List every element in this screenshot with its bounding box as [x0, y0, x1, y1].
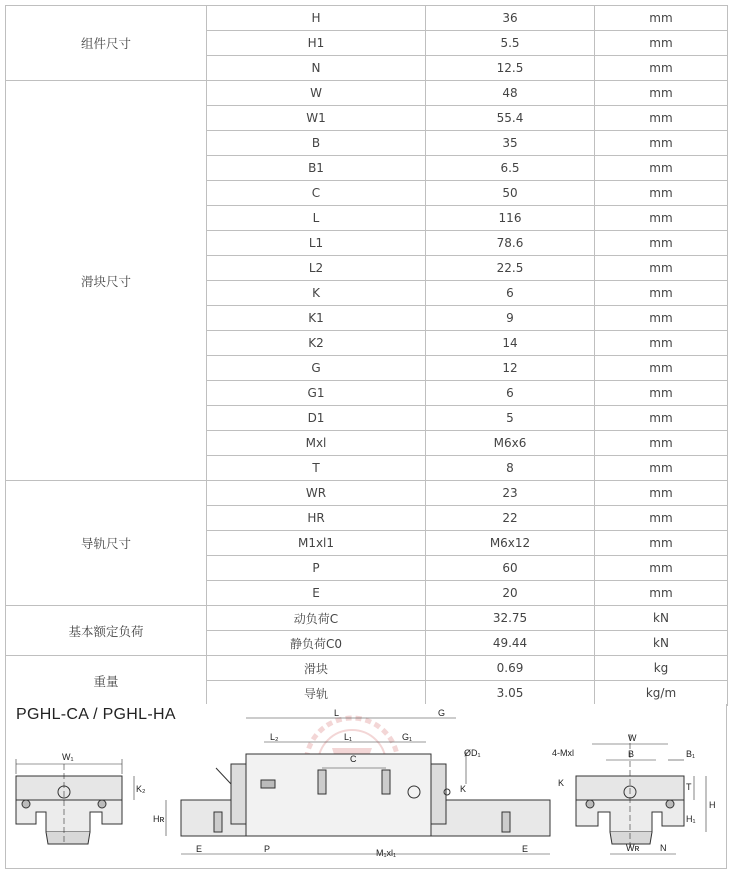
unit-cell: kN	[595, 631, 728, 656]
group-name-cell: 组件尺寸	[6, 6, 207, 81]
side-view	[166, 718, 550, 854]
value-cell: 6	[426, 281, 595, 306]
value-cell: 14	[426, 331, 595, 356]
value-cell: 50	[426, 181, 595, 206]
dim-n: N	[660, 843, 667, 853]
dim-hr: Hʀ	[153, 814, 165, 824]
value-cell: 48	[426, 81, 595, 106]
param-cell: K1	[207, 306, 426, 331]
param-cell: T	[207, 456, 426, 481]
dim-e-right: E	[522, 844, 529, 854]
param-cell: K	[207, 281, 426, 306]
param-cell: B1	[207, 156, 426, 181]
value-cell: 5	[426, 406, 595, 431]
left-end-view	[16, 759, 134, 844]
dim-c: C	[350, 754, 357, 764]
dim-k1: K	[558, 778, 565, 788]
group-name-cell: 基本额定负荷	[6, 606, 207, 656]
param-cell: 导轨	[207, 681, 426, 706]
value-cell: 116	[426, 206, 595, 231]
dim-l2: L₂	[270, 732, 279, 742]
param-cell: H1	[207, 31, 426, 56]
spec-row	[6, 656, 728, 681]
dim-t: T	[686, 782, 692, 792]
param-cell: N	[207, 56, 426, 81]
param-cell: L1	[207, 231, 426, 256]
unit-cell: mm	[595, 581, 728, 606]
dim-k2: K₂	[136, 784, 146, 794]
group-name-cell: 导轨尺寸	[6, 481, 207, 606]
value-cell: 3.05	[426, 681, 595, 706]
unit-cell: mm	[595, 556, 728, 581]
value-cell: 36	[426, 6, 595, 31]
unit-cell: mm	[595, 131, 728, 156]
unit-cell: mm	[595, 506, 728, 531]
drawing-title: PGHL-CA / PGHL-HA	[16, 706, 176, 723]
spec-table	[5, 5, 728, 706]
unit-cell: mm	[595, 406, 728, 431]
param-cell: E	[207, 581, 426, 606]
unit-cell: mm	[595, 306, 728, 331]
dim-h: H	[709, 800, 716, 810]
param-cell: W1	[207, 106, 426, 131]
spec-row	[6, 81, 728, 106]
value-cell: 55.4	[426, 106, 595, 131]
param-cell: G1	[207, 381, 426, 406]
dim-d1: ØD₁	[464, 748, 481, 758]
value-cell: 5.5	[426, 31, 595, 56]
unit-cell: mm	[595, 356, 728, 381]
unit-cell: mm	[595, 331, 728, 356]
param-cell: Mxl	[207, 431, 426, 456]
value-cell: 32.75	[426, 606, 595, 631]
unit-cell: mm	[595, 6, 728, 31]
param-cell: M1xl1	[207, 531, 426, 556]
param-cell: G	[207, 356, 426, 381]
value-cell: 20	[426, 581, 595, 606]
spec-row	[6, 606, 728, 631]
value-cell: 60	[426, 556, 595, 581]
drawing-svg	[6, 704, 728, 869]
unit-cell: mm	[595, 281, 728, 306]
dim-m1xl1: M₁xl₁	[376, 848, 397, 858]
dim-k: K	[460, 784, 467, 794]
spec-row	[6, 481, 728, 506]
unit-cell: kg/m	[595, 681, 728, 706]
value-cell: 35	[426, 131, 595, 156]
unit-cell: mm	[595, 156, 728, 181]
spec-table-body	[6, 6, 728, 706]
group-name-cell: 滑块尺寸	[6, 81, 207, 481]
param-cell: B	[207, 131, 426, 156]
dim-w: W	[628, 733, 637, 743]
value-cell: 49.44	[426, 631, 595, 656]
dim-wr: Wʀ	[626, 843, 640, 853]
unit-cell: mm	[595, 206, 728, 231]
value-cell: 12.5	[426, 56, 595, 81]
param-cell: D1	[207, 406, 426, 431]
unit-cell: mm	[595, 381, 728, 406]
dimension-drawing	[5, 704, 727, 869]
param-cell: HR	[207, 506, 426, 531]
value-cell: 8	[426, 456, 595, 481]
value-cell: 22.5	[426, 256, 595, 281]
param-cell: 静负荷C0	[207, 631, 426, 656]
dim-g: G	[438, 708, 446, 718]
unit-cell: kN	[595, 606, 728, 631]
spec-row	[6, 6, 728, 31]
dim-g1: G₁	[402, 732, 413, 742]
dim-b: B	[628, 749, 635, 759]
unit-cell: mm	[595, 481, 728, 506]
param-cell: W	[207, 81, 426, 106]
unit-cell: mm	[595, 531, 728, 556]
value-cell: M6x6	[426, 431, 595, 456]
value-cell: 78.6	[426, 231, 595, 256]
value-cell: 9	[426, 306, 595, 331]
param-cell: K2	[207, 331, 426, 356]
param-cell: L2	[207, 256, 426, 281]
param-cell: 滑块	[207, 656, 426, 681]
unit-cell: mm	[595, 31, 728, 56]
dim-mxl: 4-Mxl	[552, 748, 574, 758]
value-cell: M6x12	[426, 531, 595, 556]
value-cell: 6.5	[426, 156, 595, 181]
unit-cell: mm	[595, 56, 728, 81]
value-cell: 6	[426, 381, 595, 406]
unit-cell: mm	[595, 256, 728, 281]
dim-b1: B₁	[686, 749, 696, 759]
param-cell: P	[207, 556, 426, 581]
dim-w1: W₁	[62, 752, 74, 762]
dim-h1: H₁	[686, 814, 696, 824]
value-cell: 0.69	[426, 656, 595, 681]
param-cell: WR	[207, 481, 426, 506]
param-cell: H	[207, 6, 426, 31]
param-cell: C	[207, 181, 426, 206]
unit-cell: mm	[595, 231, 728, 256]
dim-p: P	[264, 844, 271, 854]
dim-l: L	[334, 708, 340, 718]
unit-cell: kg	[595, 656, 728, 681]
dim-e-left: E	[196, 844, 203, 854]
dim-l1: L₁	[344, 732, 353, 742]
unit-cell: mm	[595, 181, 728, 206]
unit-cell: mm	[595, 81, 728, 106]
value-cell: 12	[426, 356, 595, 381]
param-cell: 动负荷C	[207, 606, 426, 631]
unit-cell: mm	[595, 106, 728, 131]
unit-cell: mm	[595, 431, 728, 456]
value-cell: 22	[426, 506, 595, 531]
param-cell: L	[207, 206, 426, 231]
value-cell: 23	[426, 481, 595, 506]
unit-cell: mm	[595, 456, 728, 481]
group-name-cell: 重量	[6, 656, 207, 706]
